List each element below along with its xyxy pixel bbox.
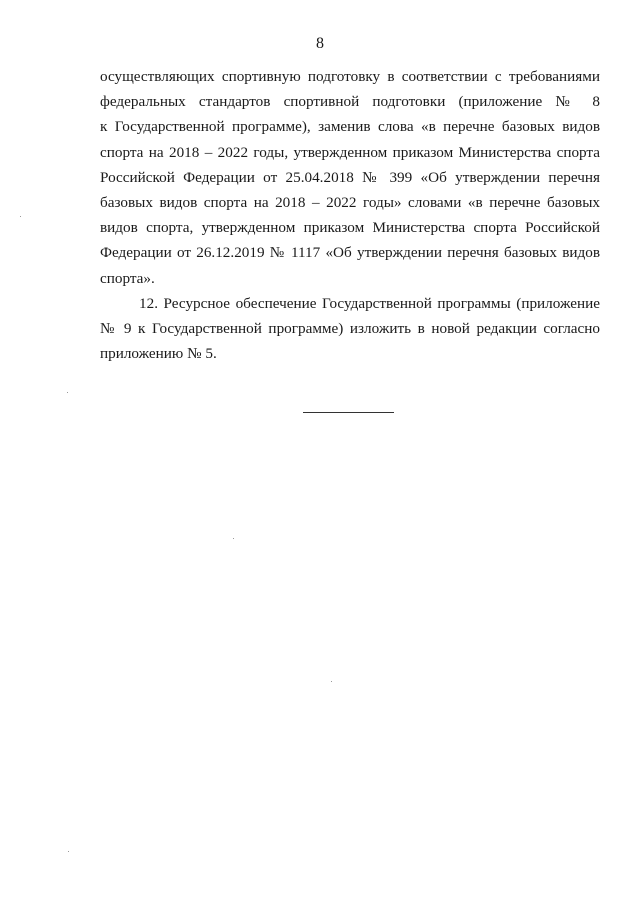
page-number: 8 [316,35,324,52]
text-line: федеральных стандартов спортивной подготовки (приложение № 8 [100,93,600,111]
text-line: базовых видов спорта на 2018 – 2022 годы» словами «в перечне базовых [100,194,600,212]
scan-speck [68,851,69,852]
text-line: приложению № 5. [100,345,217,363]
scan-speck [331,681,332,682]
scan-speck [67,392,68,393]
paragraph-12-first-line: 12. Ресурсное обеспечение Государственной программы (приложение [139,294,600,312]
text-line: спорта». [100,269,155,287]
text-line: № 9 к Государственной программе) изложить в новой редакции согласно [100,320,600,338]
document-body [100,64,600,366]
text-line: Российской Федерации от 25.04.2018 № 399 «Об утверждении перечня [100,168,600,186]
text-line: Федерации от 26.12.2019 № 1117 «Об утверждении перечня базовых видов [100,244,600,262]
text-line: осуществляющих спортивную подготовку в соответствии с требованиями [100,68,600,85]
scan-speck [233,538,234,539]
text-line: к Государственной программе), заменив слова «в перечне базовых видов [100,118,600,136]
text-line: видов спорта, утвержденном приказом Министерства спорта Российской [100,219,600,237]
end-separator-line [303,412,394,413]
text-line: спорта на 2018 – 2022 годы, утвержденном приказом Министерства спорта [100,143,600,161]
scan-speck [20,216,21,217]
